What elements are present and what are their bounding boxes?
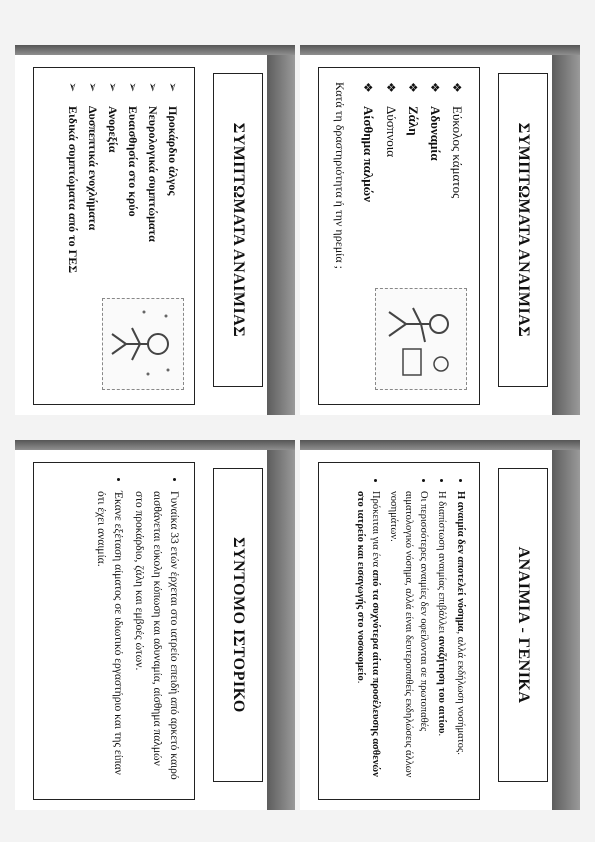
diamond-bullet-icon: ❖: [450, 82, 464, 93]
slide-syntomo-istoriko: [15, 440, 295, 810]
list-item: ❖ Δύσπνοια: [380, 82, 400, 390]
slide-frame-bar: [267, 440, 295, 810]
arrow-bullet-icon: ➢: [86, 82, 100, 93]
list-item: ➢ Ειδικά συμπτώματα από το ΓΕΣ: [66, 82, 80, 274]
slide-content: [318, 462, 480, 800]
diamond-bullet-icon: ❖: [361, 82, 376, 93]
list-item: ➢ Δυσπεπτικά ενοχλήματα: [86, 82, 100, 231]
slide-symptomata-2: [15, 45, 295, 415]
arrow-bullet-icon: ➢: [106, 82, 120, 93]
bullet-list: [352, 477, 467, 785]
slide-frame-bar: [552, 440, 580, 810]
slide-frame-edge: [15, 45, 295, 55]
list-item: ➢ Νευρολογικά συμπτώματα: [146, 82, 160, 242]
list-item: • Η διαπίστωση αναιμίας επιβάλλει αναζήτηση του αιτίου.: [434, 491, 449, 785]
arrow-bullet-icon: ➢: [66, 82, 80, 93]
slide-title-text: ΣΥΝΤΟΜΟ ΙΣΤΟΡΙΚΟ: [230, 537, 247, 713]
list-item: • Οι περισσότερες αναιμίες δεν οφείλονται σε πρωτοπαθές αιματολογικό νόσημα, αλλά είναι δευτεροπαθείς εκδηλώσεις άλλων νοσημάτων.: [386, 491, 430, 785]
arrow-bullet-icon: ➢: [146, 82, 160, 93]
slide-title: [498, 73, 548, 387]
cold-person-clipart-icon: [102, 298, 184, 390]
list-item: • Γυναίκα 33 ετών έρχεται στο ιατρείο επειδή από αρκετό καιρό αισθάνεται εύκολη κόπωση και αδυναμία, αίσθημα παλμών στο προκάρδιο, ζάλη και εμβοές ώτων.: [130, 491, 182, 785]
slide-frame-edge: [15, 440, 295, 450]
slide-title-text: ΑΝΑΙΜΙΑ - ΓΕΝΙΚΑ: [515, 546, 532, 704]
tired-person-clipart-icon: [375, 288, 467, 390]
slide-title-text: ΣΥΜΠΤΩΜΑΤΑ ΑΝΑΙΜΙΑΣ: [515, 122, 532, 338]
slide-title: [213, 73, 263, 387]
list-item: ➢ Ανορεξία: [106, 82, 120, 153]
slide-content: [33, 462, 195, 800]
slide-title-text: ΣΥΜΠΤΩΜΑΤΑ ΑΝΑΙΜΙΑΣ: [230, 122, 247, 338]
list-item: ❖ Αδυναμία: [425, 82, 445, 390]
arrow-bullet-icon: ➢: [126, 82, 140, 93]
slide-frame-edge: [300, 440, 580, 450]
slide-frame-edge: [300, 45, 580, 55]
slide-note: Κατά τη δραστηριότητα ή την ηρεμία ;: [333, 82, 348, 270]
list-item: ➢ Προκάρδιο άλγος: [166, 82, 180, 196]
list-item: • Η αναιμία δεν αποτελεί νόσημα, αλλά εκδήλωση νοσήματος.: [452, 491, 467, 785]
list-item: ❖ Ζάλη: [403, 82, 423, 390]
slide-frame-bar: [267, 45, 295, 415]
list-item: ❖ Εύκολος κάματος: [447, 82, 467, 390]
slide-content: [33, 67, 195, 405]
slide-title: [213, 468, 263, 782]
slide-title: [498, 468, 548, 782]
slide-anaimia-genika: [300, 440, 580, 810]
slide-frame-bar: [552, 45, 580, 415]
arrow-bullet-icon: ➢: [166, 82, 180, 93]
list-item: • Πρόκειται για ένα από τα συχνότερα αίτια προσέλευσης ασθενών στο ιατρείο και εισαγωγής στο νοσοκομείο.: [352, 491, 381, 785]
diamond-bullet-icon: ❖: [405, 82, 420, 93]
diamond-bullet-icon: ❖: [383, 82, 398, 93]
list-item: • Έκανε εξέταση αίματος σε ιδιωτικό εργαστήριο και της είπαν ότι έχει αναιμία.: [92, 491, 127, 785]
slide-symptomata-1: [300, 45, 580, 415]
diamond-bullet-icon: ❖: [427, 82, 442, 93]
bullet-list: [92, 477, 182, 785]
list-item: ❖ Αίσθημα παλμών: [358, 82, 378, 390]
list-item: ➢ Ευαισθησία στο κρύο: [126, 82, 140, 217]
slide-content: [318, 67, 480, 405]
